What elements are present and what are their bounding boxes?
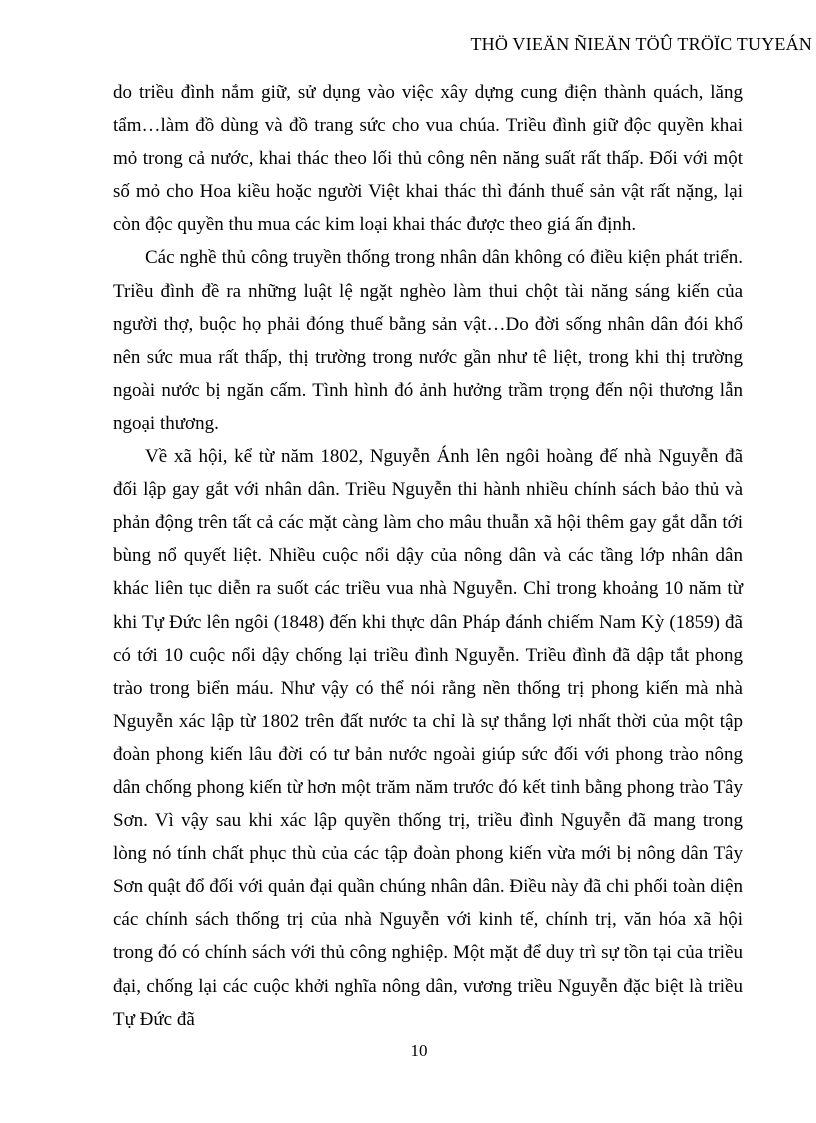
page-body [113,76,743,1036]
page-header: THÖ VIEÄN ÑIEÄN TÖÛ TRÖÏC TUYEÁN [470,34,812,54]
page-number: 10 [410,1041,428,1060]
paragraph-mining-monopoly: do triều đình nắm giữ, sử dụng vào việc xây dựng cung điện thành quách, lăng tẩm…làm đồ dùng và đồ trang sức cho vua chúa. Triều đình giữ độc quyền khai mỏ trong cả nước, khai thác theo lối thủ công nên năng suất rất thấp. Đối với một số mỏ cho Hoa kiều hoặc người Việt khai thác thì đánh thuế sản vật rất nặng, lại còn độc quyền thu mua các kim loại khai thác được theo giá ấn định. [113,82,743,236]
paragraph-society: Về xã hội, kể từ năm 1802, Nguyễn Ánh lên ngôi hoàng đế nhà Nguyễn đã đối lập gay gắt với nhân dân. Triều Nguyễn thi hành nhiều chính sách bảo thủ và phản động trên tất cả các mặt càng làm cho mâu thuẫn xã hội thêm gay gắt dẫn tới bùng nổ quyết liệt. Nhiều cuộc nổi dậy của nông dân và các tầng lớp nhân dân khác liên tục diễn ra suốt các triều vua nhà Nguyễn. Chỉ trong khoảng 10 năm từ khi Tự Đức lên ngôi (1848) đến khi thực dân Pháp đánh chiếm Nam Kỳ (1859) đã có tới 10 cuộc nổi dậy chống lại triều đình Nguyễn. Triều đình đã dập tắt phong trào trong biển máu. Như vậy có thể nói rằng nền thống trị phong kiến mà nhà Nguyễn xác lập từ 1802 trên đất nước ta chỉ là sự thắng lợi nhất thời của một tập đoàn phong kiến lâu đời có tư bản nước ngoài giúp sức đối với phong trào nông dân chống phong kiến từ hơn một trăm năm trước đó kết tinh bằng phong trào Tây Sơn. Vì vậy sau khi xác lập quyền thống trị, triều đình Nguyễn đã mang trong lòng nó tính chất phục thù của các tập đoàn phong kiến vừa mới bị nông dân Tây Sơn quật đổ đối với quản đại quần chúng nhân dân. Điều này đã chi phối toàn diện các chính sách thống trị của nhà Nguyễn với kinh tế, chính trị, văn hóa xã hội trong đó có chính sách với thủ công nghiệp. Một mặt để duy trì sự tồn tại của triều đại, chống lại các cuộc khởi nghĩa nông dân, vương triều Nguyễn đặc biệt là triều Tự Đức đã [113,446,743,1030]
paragraph-traditional-crafts: Các nghề thủ công truyền thống trong nhân dân không có điều kiện phát triển. Triều đình đề ra những luật lệ ngặt nghèo làm thui chột tài năng sáng kiến của người thợ, buộc họ phải đóng thuế bằng sản vật…Do đời sống nhân dân đói khổ nên sức mua rất thấp, thị trường trong nước gần như tê liệt, trong khi thị trường ngoài nước bị ngăn cấm. Tình hình đó ảnh hưởng trầm trọng đến nội thương lẫn ngoại thương. [113,247,743,434]
